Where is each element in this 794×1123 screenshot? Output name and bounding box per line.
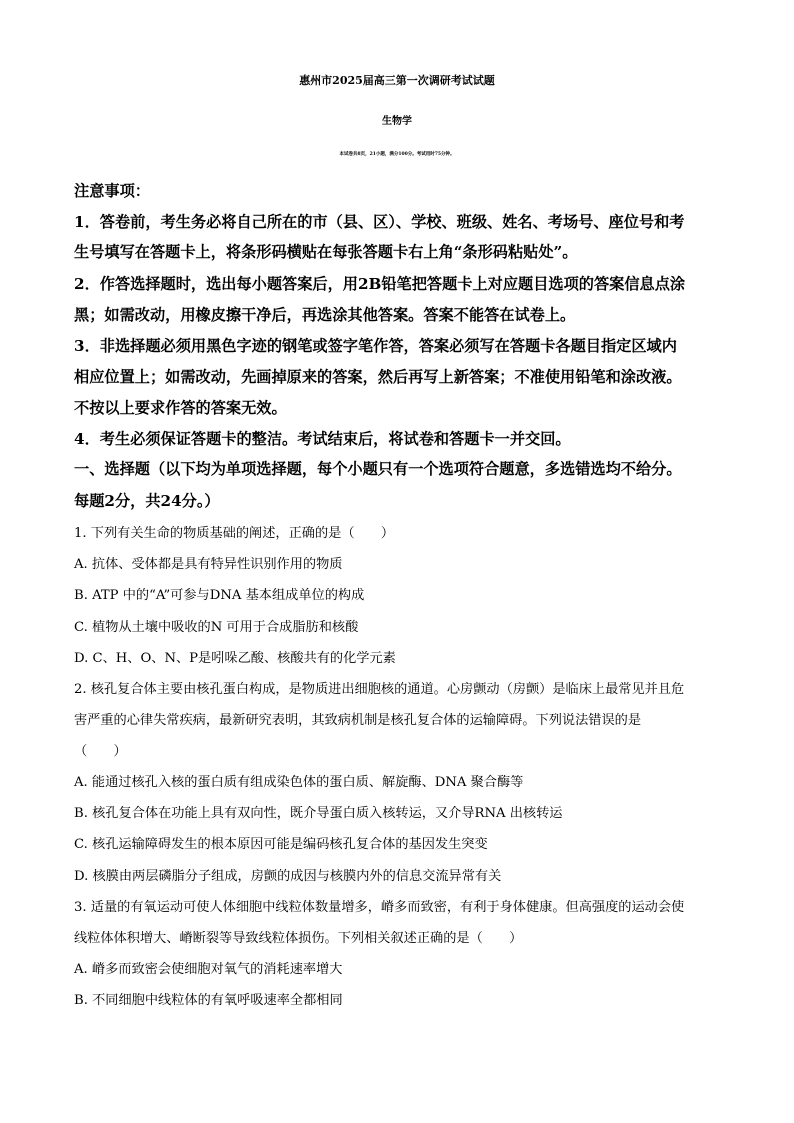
q1-option-a: A. 抗体、受体都是具有特异性识别作用的物质 (74, 557, 343, 572)
q3-option-a: A. 嵴多而致密会使细胞对氧气的消耗速率增大 (74, 962, 343, 977)
notice-item-4: 4．考生必须保证答题卡的整洁。考试结束后，将试卷和答题卡一并交回。 (74, 430, 571, 448)
q2-stem-line-3: （ ） (74, 744, 127, 759)
q2-option-c: C. 核孔运输障碍发生的根本原因可能是编码核孔复合体的基因发生突变 (74, 837, 488, 852)
notice-heading: 注意事项： (74, 182, 150, 200)
q1-option-c: C. 植物从土壤中吸收的N 可用于合成脂肪和核酸 (74, 620, 359, 635)
q1-stem: 1. 下列有关生命的物质基础的阐述，正确的是（ ） (74, 526, 395, 541)
notice-item-3-line-3: 不按以上要求作答的答案无效。 (74, 399, 287, 417)
q2-stem-line-2: 害严重的心律失常疾病，最新研究表明，其致病机制是核孔复合体的运输障碍。下列说法错误的是 (74, 713, 642, 728)
q2-option-a: A. 能通过核孔入核的蛋白质有组成染色体的蛋白质、解旋酶、DNA 聚合酶等 (74, 775, 524, 790)
q3-stem-line-2: 线粒体体积增大、嵴断裂等导致线粒体损伤。下列相关叙述正确的是（ ） (74, 931, 523, 946)
exam-info: 本试卷共8页，21小题，满分100分。考试用时75分钟。 (339, 152, 455, 157)
section-heading-line-1: 一、选择题（以下均为单项选择题，每个小题只有一个选项符合题意，多选错选均不给分。 (74, 460, 682, 478)
q2-option-d: D. 核膜由两层磷脂分子组成，房颤的成因与核膜内外的信息交流异常有关 (74, 869, 502, 884)
section-heading-line-2: 每题2分，共24分。） (74, 492, 220, 510)
q1-option-b: B. ATP 中的“A”可参与DNA 基本组成单位的构成 (74, 588, 365, 603)
notice-item-1-line-2: 生号填写在答题卡上，将条形码横贴在每张答题卡右上角“条形码粘贴处”。 (74, 243, 578, 261)
q3-stem-line-1: 3. 适量的有氧运动可使人体细胞中线粒体数量增多，嵴多而致密，有利于身体健康。但高强度的运动会使 (74, 900, 685, 915)
notice-item-3-line-1: 3．非选择题必须用黑色字迹的钢笔或签字笔作答，答案必须写在答题卡各题目指定区域内 (74, 337, 677, 355)
notice-item-1-line-1: 1．答卷前，考生务必将自己所在的市（县、区）、学校、班级、姓名、考场号、座位号和考 (74, 213, 685, 231)
q1-option-d: D. C、H、O、N、P是吲哚乙酸、核酸共有的化学元素 (74, 651, 396, 666)
notice-item-2-line-2: 黑；如需改动，用橡皮擦干净后，再选涂其他答案。答案不能答在试卷上。 (74, 306, 576, 324)
q2-stem-line-1: 2. 核孔复合体主要由核孔蛋白构成，是物质进出细胞核的通道。心房颤动（房颤）是临床上最常见并且危 (74, 682, 685, 697)
q2-option-b: B. 核孔复合体在功能上具有双向性，既介导蛋白质入核转运，又介导RNA 出核转运 (74, 806, 563, 821)
exam-title: 惠州市2025届高三第一次调研考试试题 (299, 74, 495, 87)
notice-item-2-line-1: 2．作答选择题时，选出每小题答案后，用2B铅笔把答题卡上对应题目选项的答案信息点涂 (74, 275, 686, 293)
q3-option-b: B. 不同细胞中线粒体的有氧呼吸速率全都相同 (74, 993, 343, 1008)
subject-title: 生物学 (382, 116, 412, 127)
notice-item-3-line-2: 相应位置上；如需改动，先画掉原来的答案，然后再写上新答案；不准使用铅笔和涂改液。 (74, 368, 682, 386)
